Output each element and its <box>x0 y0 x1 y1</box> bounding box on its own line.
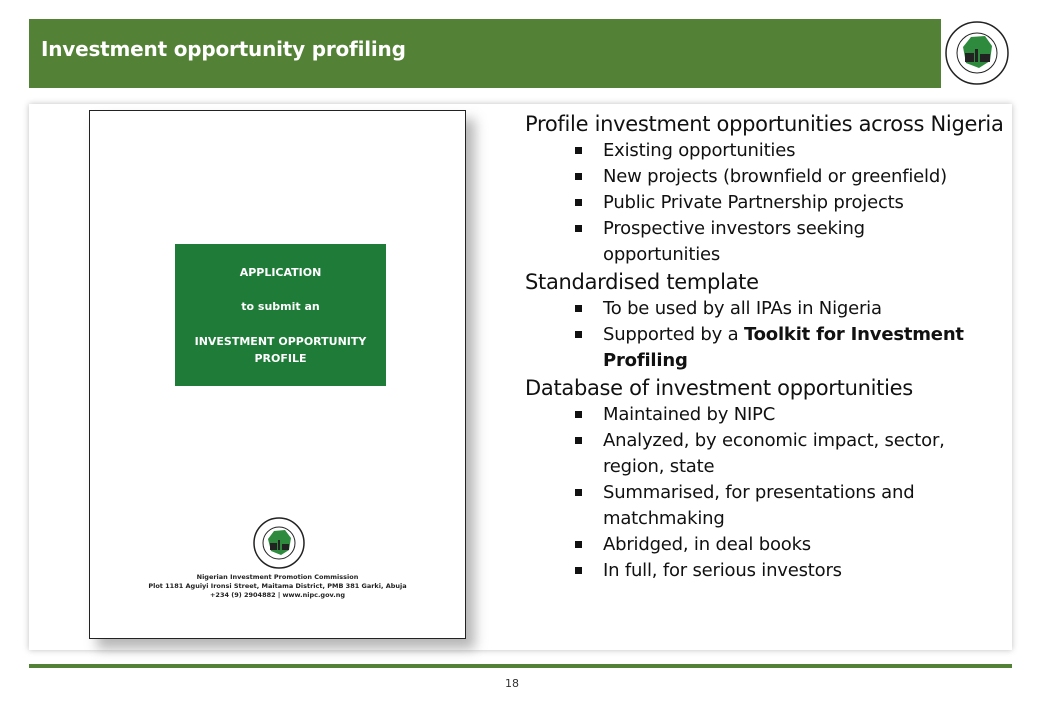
bullet-text: New projects (brownfield or greenfield) <box>603 166 947 187</box>
nipc-logo-icon <box>941 19 1013 88</box>
bullet-text: Public Private Partnership projects <box>603 192 904 213</box>
square-bullet-icon <box>575 567 582 574</box>
bullet-text: Existing opportunities <box>603 140 796 161</box>
list-item <box>525 216 923 268</box>
list-item <box>525 558 1005 584</box>
page-title: Investment opportunity profiling <box>41 37 406 61</box>
bullet-text: In full, for serious investors <box>603 560 842 581</box>
list-item <box>525 138 1005 164</box>
bullet-text-column <box>525 110 1005 584</box>
bullet-list-profile <box>525 138 1005 268</box>
section-title-database: Database of investment opportunities <box>525 376 913 400</box>
bullet-text: Summarised, for presentations and matchmaking <box>603 482 915 529</box>
bullet-text: Analyzed, by economic impact, sector, region, state <box>603 430 945 477</box>
bullet-list-template <box>525 296 1005 374</box>
list-item <box>525 428 988 480</box>
list-item <box>525 190 1005 216</box>
title-bar <box>29 19 941 88</box>
doc-box-line3 <box>175 333 386 367</box>
list-item <box>525 402 1005 428</box>
list-item <box>525 164 1005 190</box>
bullet-text: Prospective investors seeking opportunities <box>603 218 865 265</box>
square-bullet-icon <box>575 147 582 154</box>
square-bullet-icon <box>575 225 582 232</box>
bullet-text: Abridged, in deal books <box>603 534 811 555</box>
list-item <box>525 480 988 532</box>
square-bullet-icon <box>575 173 582 180</box>
section-title-profile: Profile investment opportunities across Nigeria <box>525 112 1004 136</box>
doc-box-line3b: PROFILE <box>254 352 307 365</box>
square-bullet-icon <box>575 437 582 444</box>
document-logo-icon <box>252 516 306 570</box>
square-bullet-icon <box>575 199 582 206</box>
bullet-text-prefix: Supported by a <box>603 324 744 345</box>
square-bullet-icon <box>575 331 582 338</box>
document-footer <box>90 573 465 600</box>
bullet-list-database <box>525 402 1005 584</box>
list-item <box>525 296 1005 322</box>
section-title-template: Standardised template <box>525 270 759 294</box>
doc-footer-line3: +234 (9) 2904882 | www.nipc.gov.ng <box>209 591 346 599</box>
list-item <box>525 322 993 374</box>
doc-box-line3a: INVESTMENT OPPORTUNITY <box>194 335 367 348</box>
doc-footer-line2: Plot 1181 Aguiyi Ironsi Street, Maitama District, PMB 381 Garki, Abuja <box>148 582 407 590</box>
application-document-cover <box>89 110 466 639</box>
doc-footer-line1: Nigerian Investment Promotion Commission <box>196 573 359 581</box>
list-item <box>525 532 1005 558</box>
bullet-text: To be used by all IPAs in Nigeria <box>603 298 882 319</box>
toolkit-link-text: Toolkit for Investment Profiling <box>603 324 964 371</box>
square-bullet-icon <box>575 489 582 496</box>
doc-box-line1: APPLICATION <box>239 266 322 279</box>
doc-box-line2: to submit an <box>241 300 320 313</box>
document-title-box <box>175 244 386 386</box>
bullet-text: Maintained by NIPC <box>603 404 776 425</box>
page-number: 18 <box>505 677 519 690</box>
footer-divider <box>29 664 1012 668</box>
square-bullet-icon <box>575 305 582 312</box>
square-bullet-icon <box>575 411 582 418</box>
square-bullet-icon <box>575 541 582 548</box>
